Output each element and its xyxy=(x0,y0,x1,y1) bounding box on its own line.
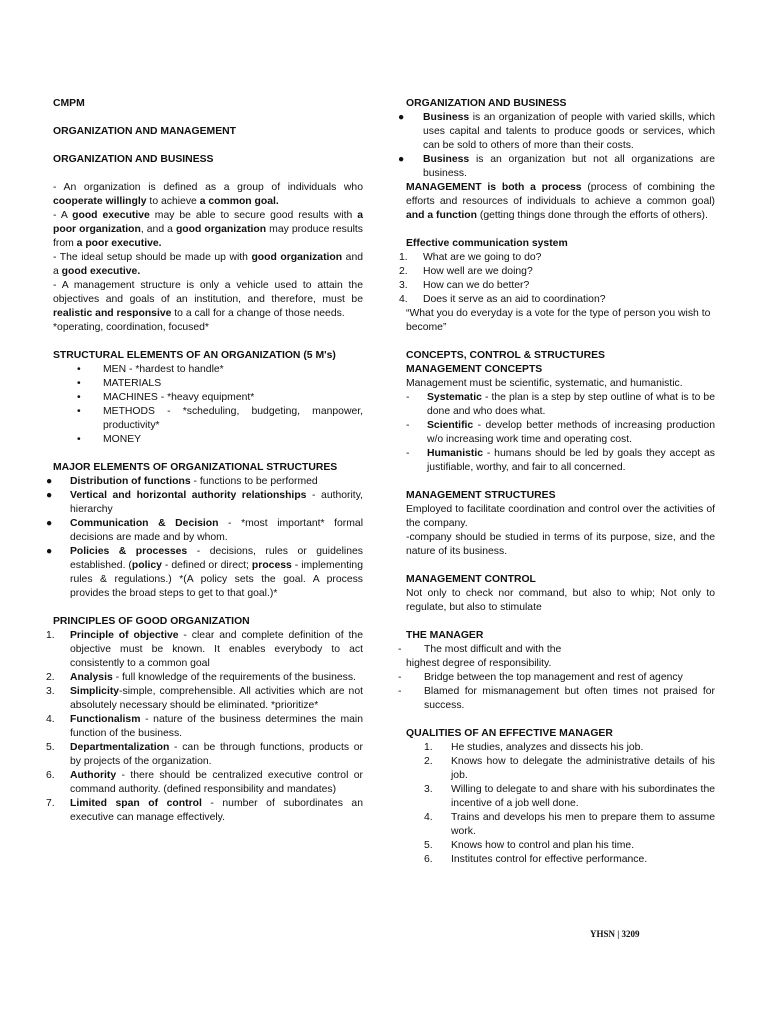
heading-major-elements: MAJOR ELEMENTS OF ORGANIZATIONAL STRUCTURES xyxy=(53,462,338,473)
management-paragraph: MANAGEMENT is both a process (process of combining the efforts and resources of individuals to achieve a common goal) and a function (getting things done through the efforts of others). xyxy=(406,182,715,221)
heading-org-business-right: ORGANIZATION AND BUSINESS xyxy=(406,98,567,109)
structural-item: • MATERIALS xyxy=(77,378,162,389)
quality-item: 6. Institutes control for effective performance. xyxy=(424,854,648,865)
structural-item: • METHODS - *scheduling, budgeting, manpower, productivity* xyxy=(77,406,363,431)
intro-paragraph: *operating, coordination, focused* xyxy=(53,322,209,333)
quality-item: 1. He studies, analyzes and dissects his job. xyxy=(424,742,644,753)
concept-item: - Scientific - develop better methods of increasing production w/o increasing work time and operating cost. xyxy=(406,420,715,445)
intro-paragraph: - A good executive may be able to secure good results with a poor organization, and a good organization may produce results from a poor executive. xyxy=(53,210,363,249)
concept-item: - Systematic - the plan is a step by step outline of what is to be done and who does what. xyxy=(406,392,715,417)
doc-title: CMPM xyxy=(53,98,85,109)
principle-item: 7. Limited span of control - number of subordinates an executive can manage effectively. xyxy=(46,798,363,823)
heading-concepts: CONCEPTS, CONTROL & STRUCTURES xyxy=(406,350,605,361)
business-item: ● Business is an organization of people with varied skills, which uses capital and talents to produce goods or services, which can be sold to others of more than their costs. xyxy=(398,112,715,151)
business-item: ● Business is an organization but not all organizations are business. xyxy=(398,154,715,179)
heading-the-manager: THE MANAGER xyxy=(406,630,484,641)
principle-item: 5. Departmentalization - can be through functions, products or by projects of the organization. xyxy=(46,742,363,767)
quality-item: 5. Knows how to control and plan his time. xyxy=(424,840,635,851)
control-text: Not only to check nor command, but also to whip; Not only to regulate, but also to stimulate xyxy=(406,588,715,613)
structures-text-2: -company should be studied in terms of its purpose, size, and the nature of its business. xyxy=(406,532,715,557)
heading-management-concepts: MANAGEMENT CONCEPTS xyxy=(406,364,543,375)
major-elements-list xyxy=(46,475,363,601)
intro-paragraph: - A management structure is only a vehicle used to attain the objectives and goals of an institution, and therefore, must be realistic and responsive to a call for a change of those needs. xyxy=(53,280,363,319)
structural-item: • MEN - *hardest to handle* xyxy=(77,364,224,375)
concepts-list xyxy=(406,391,715,475)
quote: “What you do everyday is a vote for the type of person you wish to become” xyxy=(406,308,711,333)
heading-structural-elements: STRUCTURAL ELEMENTS OF AN ORGANIZATION (5 M's) xyxy=(53,350,336,361)
heading-principles: PRINCIPLES OF GOOD ORGANIZATION xyxy=(53,616,250,627)
management-concepts-intro: Management must be scientific, systematic, and humanistic. xyxy=(406,378,683,389)
major-element-item: ● Vertical and horizontal authority relationships - authority, hierarchy xyxy=(46,490,364,515)
principle-item: 1. Principle of objective - clear and complete definition of the objective must be known. It enables everybody to act consistently to a common goal xyxy=(46,630,363,669)
principle-item: 3. Simplicity-simple, comprehensible. All activities which are not absolutely necessary should be eliminated. *prioritize* xyxy=(46,686,363,711)
page-footer: YHSN | 3209 xyxy=(590,929,640,939)
communication-item: 3. How can we do better? xyxy=(399,280,530,291)
concept-item: - Humanistic - humans should be led by goals they accept as justifiable, worthy, and fair to all concerned. xyxy=(406,448,715,473)
principle-item: 4. Functionalism - nature of the business determines the main function of the business. xyxy=(46,714,363,739)
structural-item: • MACHINES - *heavy equipment* xyxy=(77,392,255,403)
structural-list xyxy=(53,363,363,447)
quality-item: 4. Trains and develops his men to prepare them to assume work. xyxy=(424,812,715,837)
quality-item: 3. Willing to delegate to and share with his subordinates the incentive of a job well done. xyxy=(424,784,715,809)
intro-paragraph: - An organization is defined as a group of individuals who cooperate willingly to achieve a common goal. xyxy=(53,182,363,207)
manager-list xyxy=(398,671,715,713)
communication-item: 2. How well are we doing? xyxy=(399,266,533,277)
principle-item: 2. Analysis - full knowledge of the requirements of the business. xyxy=(46,672,356,683)
quality-item: 2. Knows how to delegate the administrative details of his job. xyxy=(424,756,715,781)
qualities-list xyxy=(406,741,715,867)
manager-first-text: The most difficult and with the xyxy=(424,644,562,655)
heading-organization-management: ORGANIZATION AND MANAGEMENT xyxy=(53,126,236,137)
communication-list xyxy=(399,251,715,307)
major-element-item: ● Distribution of functions - functions to be performed xyxy=(46,476,318,487)
structural-item: • MONEY xyxy=(77,434,142,445)
heading-communication: Effective communication system xyxy=(406,238,568,249)
principle-item: 6. Authority - there should be centralized executive control or command authority. (defined responsibility and mandates) xyxy=(46,770,363,795)
heading-qualities: QUALITIES OF AN EFFECTIVE MANAGER xyxy=(406,728,613,739)
right-column xyxy=(398,97,715,867)
heading-management-structures: MANAGEMENT STRUCTURES xyxy=(406,490,556,501)
manager-item: - Blamed for mismanagement but often times not praised for success. xyxy=(398,686,715,711)
intro-paragraph: - The ideal setup should be made up with good organization and a good executive. xyxy=(53,252,363,277)
major-element-item: ● Policies & processes - decisions, rules or guidelines established. (policy - defined or direct; process - implementing rules & regulations.) *(A policy sets the goal. A process provides the broad steps to get to that goal.)* xyxy=(46,546,363,599)
principles-list xyxy=(46,629,363,825)
business-list xyxy=(398,111,715,181)
manager-item: - The most difficult and with the xyxy=(398,643,715,657)
manager-item: - Bridge between the top management and rest of agency xyxy=(398,672,683,683)
structures-text-1: Employed to facilitate coordination and control over the activities of the company. xyxy=(406,504,715,529)
intro-paragraphs xyxy=(53,181,363,335)
heading-management-control: MANAGEMENT CONTROL xyxy=(406,574,536,585)
heading-organization-business: ORGANIZATION AND BUSINESS xyxy=(53,154,214,165)
communication-item: 1. What are we going to do? xyxy=(399,252,542,263)
left-column xyxy=(46,97,364,825)
manager-continuation: highest degree of responsibility. xyxy=(406,658,552,669)
communication-item: 4. Does it serve as an aid to coordination? xyxy=(399,294,606,305)
major-element-item: ● Communication & Decision - *most important* formal decisions are made and by whom. xyxy=(46,518,364,543)
